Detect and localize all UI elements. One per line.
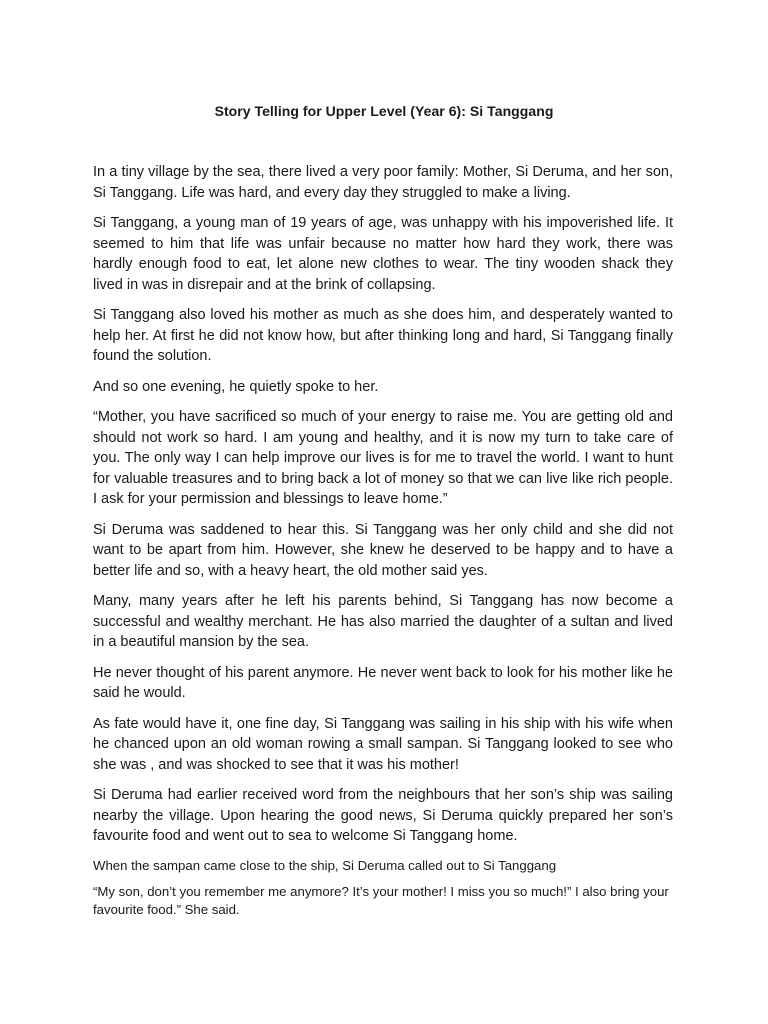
paragraph-4: And so one evening, he quietly spoke to her. [93, 378, 379, 395]
document-title: Story Telling for Upper Level (Year 6): Si Tanggang [214, 103, 554, 119]
paragraph-5: “Mother, you have sacrificed so much of your energy to raise me. You are getting old and should not work so hard. I am young and healthy, and it is now my turn to take care of you. The only way I can help improve our lives is for me to travel the world. I want to hunt for valuable treasures and to bring back a lot of money so that we can live like rich people. I ask for your permission and blessings to leave home.” [93, 409, 673, 507]
paragraph-8: He never thought of his parent anymore. He never went back to look for his mother like he said he would. [93, 664, 673, 701]
paragraph-1: In a tiny village by the sea, there lived a very poor family: Mother, Si Deruma, and her son, Si Tanggang. Life was hard, and every day they struggled to make a living. [93, 164, 673, 201]
story-body [93, 162, 673, 927]
paragraph-12: “My son, don’t you remember me anymore? It’s your mother! I miss you so much!” I also bring your favourite food.” She said. [93, 883, 669, 917]
paragraph-10: Si Deruma had earlier received word from the neighbours that her son’s ship was sailing nearby the village. Upon hearing the good news, Si Deruma quickly prepared her son’s favourite food and went out to sea to welcome Si Tanggang home. [93, 787, 673, 844]
paragraph-3: Si Tanggang also loved his mother as much as she does him, and desperately wanted to help her. At first he did not know how, but after thinking long and hard, Si Tanggang finally found the solution. [93, 307, 673, 364]
paragraph-6: Si Deruma was saddened to hear this. Si Tanggang was her only child and she did not want to be apart from him. However, she knew he deserved to be happy and to have a better life and so, with a heavy heart, the old mother said yes. [93, 521, 673, 579]
paragraph-9: As fate would have it, one fine day, Si Tanggang was sailing in his ship with his wife when he chanced upon an old woman rowing a small sampan. Si Tanggang looked to see who she was , and was shocked to see that it was his mother! [93, 715, 673, 773]
paragraph-7: Many, many years after he left his parents behind, Si Tanggang has now become a successful and wealthy merchant. He has also married the daughter of a sultan and lived in a beautiful mansion by the sea. [93, 593, 673, 650]
paragraph-2: Si Tanggang, a young man of 19 years of age, was unhappy with his impoverished life. It seemed to him that life was unfair because no matter how hard they work, there was hardly enough food to eat, let alone new clothes to wear. The tiny wooden shack they lived in was in disrepair and at the brink of collapsing. [93, 215, 673, 293]
paragraph-11: When the sampan came close to the ship, Si Deruma called out to Si Tanggang [93, 857, 557, 873]
